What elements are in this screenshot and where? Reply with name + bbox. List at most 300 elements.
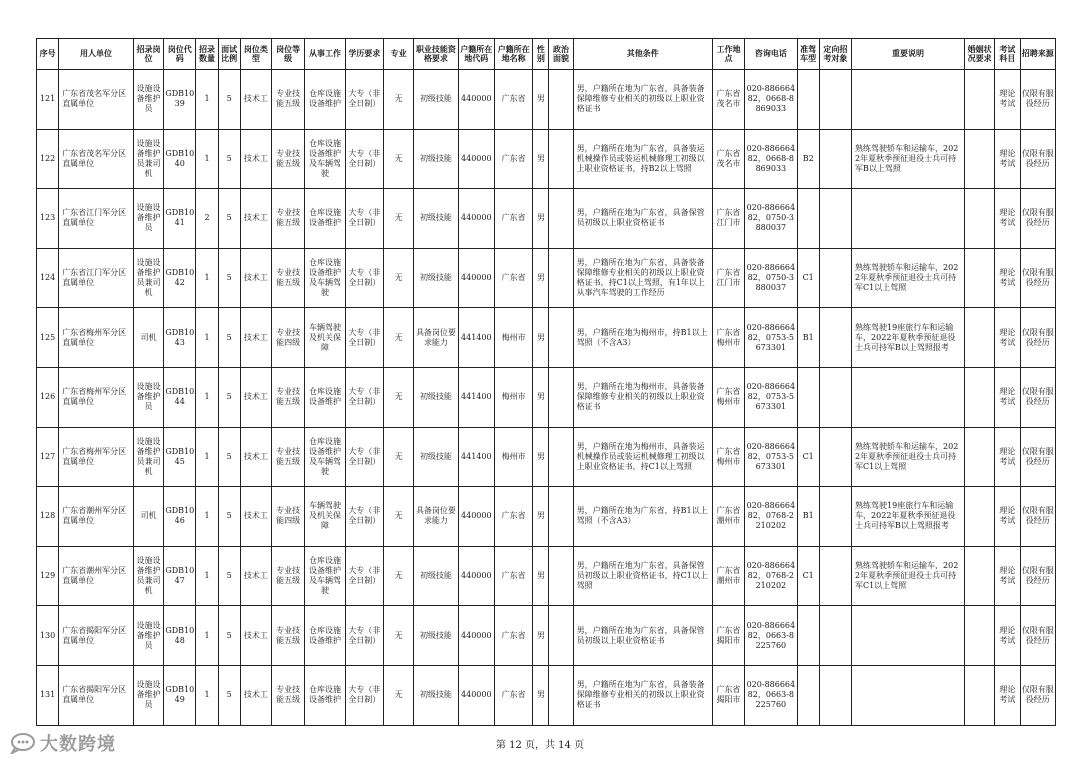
cell-contact-phone: 020-88666482，0768-2210202 [745, 487, 797, 547]
cell-duties: 仓库设施设备维护 [305, 606, 345, 666]
cell-important-notes [852, 70, 965, 130]
cell-license-type [797, 665, 819, 725]
header-household-code: 户籍所在地代码 [458, 39, 494, 70]
cell-work-location: 广东省梅州市 [712, 308, 744, 368]
cell-position-code: GDB1042 [164, 248, 196, 308]
cell-skill-requirement: 初级技能 [414, 367, 458, 427]
cell-household-code: 441400 [458, 367, 494, 427]
cell-license-type: C1 [797, 248, 819, 308]
cell-political-status [549, 189, 573, 249]
cell-political-status [549, 665, 573, 725]
cell-duties: 仓库设施设备维护 [305, 665, 345, 725]
cell-household-code: 440000 [458, 487, 494, 547]
cell-interview-ratio: 5 [218, 665, 240, 725]
cell-household-name: 广东省 [494, 606, 532, 666]
header-work-location: 工作地点 [712, 39, 744, 70]
cell-gender: 男 [533, 367, 549, 427]
cell-license-type: B1 [797, 487, 819, 547]
cell-position-level: 专业技能四级 [272, 308, 305, 368]
cell-position: 司机 [133, 308, 163, 368]
header-license-type: 准驾车型 [797, 39, 819, 70]
cell-quota: 1 [196, 546, 218, 606]
cell-position-code: GDB1040 [164, 129, 196, 189]
cell-education: 大专（非全日制） [345, 129, 383, 189]
cell-household-name: 广东省 [494, 546, 532, 606]
cell-position: 设施设备维护员 [133, 70, 163, 130]
cell-major: 无 [383, 606, 413, 666]
cell-targeted-group [819, 487, 851, 547]
cell-marital-status [965, 129, 995, 189]
cell-household-code: 440000 [458, 546, 494, 606]
cell-gender: 男 [533, 308, 549, 368]
table-row [37, 248, 1056, 308]
cell-quota: 1 [196, 248, 218, 308]
cell-major: 无 [383, 248, 413, 308]
cell-work-location: 广东省揭阳市 [712, 665, 744, 725]
cell-position-type: 技术工 [240, 248, 271, 308]
cell-duties: 仓库设施设备维护 [305, 367, 345, 427]
cell-political-status [549, 308, 573, 368]
cell-position-level: 专业技能五级 [272, 129, 305, 189]
cell-position-code: GDB1048 [164, 606, 196, 666]
page-number-footer: 第 12 页，共 14 页 [495, 740, 585, 751]
cell-employer: 广东省茂名军分区直属单位 [59, 129, 134, 189]
cell-seq: 123 [37, 189, 59, 249]
cell-position-level: 专业技能五级 [272, 546, 305, 606]
cell-exam-subject: 理论考试 [995, 189, 1020, 249]
cell-contact-phone: 020-88666482，0753-5673301 [745, 427, 797, 487]
cell-contact-phone: 020-88666482，0663-8225760 [745, 665, 797, 725]
table-row [37, 546, 1056, 606]
cell-skill-requirement: 初级技能 [414, 129, 458, 189]
cell-recruit-source: 仅限有服役经历 [1020, 427, 1055, 487]
cell-important-notes [852, 606, 965, 666]
cell-household-code: 440000 [458, 248, 494, 308]
cell-recruit-source: 仅限有服役经历 [1020, 367, 1055, 427]
cell-seq: 121 [37, 70, 59, 130]
table-row [37, 308, 1056, 368]
cell-contact-phone: 020-88666482，0753-5673301 [745, 367, 797, 427]
cell-duties: 仓库设施设备维护及车辆驾驶 [305, 546, 345, 606]
cell-interview-ratio: 5 [218, 189, 240, 249]
cell-education: 大专（非全日制） [345, 367, 383, 427]
cell-gender: 男 [533, 546, 549, 606]
cell-household-code: 440000 [458, 606, 494, 666]
cell-position: 设施设备维护员兼司机 [133, 427, 163, 487]
cell-interview-ratio: 5 [218, 129, 240, 189]
header-gender: 性别 [533, 39, 549, 70]
cell-duties: 车辆驾驶及机关保障 [305, 487, 345, 547]
cell-contact-phone: 020-88666482，0753-5673301 [745, 308, 797, 368]
cell-education: 大专（非全日制） [345, 606, 383, 666]
cell-gender: 男 [533, 427, 549, 487]
cell-targeted-group [819, 427, 851, 487]
table-row [37, 487, 1056, 547]
header-position-code: 岗位代码 [164, 39, 196, 70]
cell-skill-requirement: 具备岗位要求能力 [414, 487, 458, 547]
cell-duties: 仓库设施设备维护 [305, 70, 345, 130]
table-row [37, 367, 1056, 427]
cell-gender: 男 [533, 189, 549, 249]
cell-duties: 仓库设施设备维护及车辆驾驶 [305, 248, 345, 308]
table-row [37, 427, 1056, 487]
cell-position-type: 技术工 [240, 308, 271, 368]
cell-position: 设施设备维护员 [133, 606, 163, 666]
cell-quota: 2 [196, 189, 218, 249]
cell-education: 大专（非全日制） [345, 546, 383, 606]
cell-recruit-source: 仅限有服役经历 [1020, 70, 1055, 130]
cell-gender: 男 [533, 606, 549, 666]
cell-license-type [797, 189, 819, 249]
cell-employer: 广东省茂名军分区直属单位 [59, 70, 134, 130]
cell-quota: 1 [196, 367, 218, 427]
header-employer: 用人单位 [59, 39, 134, 70]
cell-interview-ratio: 5 [218, 606, 240, 666]
cell-marital-status [965, 308, 995, 368]
header-position-level: 岗位等级 [272, 39, 305, 70]
cell-targeted-group [819, 248, 851, 308]
table-header-row [37, 39, 1056, 70]
cell-position-level: 专业技能五级 [272, 665, 305, 725]
cell-position-level: 专业技能五级 [272, 70, 305, 130]
cell-employer: 广东省梅州军分区直属单位 [59, 308, 134, 368]
cell-targeted-group [819, 665, 851, 725]
cell-employer: 广东省揭阳军分区直属单位 [59, 665, 134, 725]
cell-household-code: 440000 [458, 189, 494, 249]
cell-position-level: 专业技能四级 [272, 487, 305, 547]
cell-position-code: GDB1039 [164, 70, 196, 130]
cell-license-type: C1 [797, 427, 819, 487]
cell-household-code: 440000 [458, 70, 494, 130]
cell-major: 无 [383, 189, 413, 249]
header-interview-ratio: 面试比例 [218, 39, 240, 70]
cell-seq: 129 [37, 546, 59, 606]
cell-marital-status [965, 606, 995, 666]
header-education: 学历要求 [345, 39, 383, 70]
table-row [37, 606, 1056, 666]
header-major: 专业 [383, 39, 413, 70]
cell-gender: 男 [533, 129, 549, 189]
cell-household-name: 广东省 [494, 248, 532, 308]
cell-skill-requirement: 初级技能 [414, 427, 458, 487]
cell-position-code: GDB1049 [164, 665, 196, 725]
cell-major: 无 [383, 427, 413, 487]
cell-interview-ratio: 5 [218, 367, 240, 427]
cell-seq: 122 [37, 129, 59, 189]
header-quota: 招录数量 [196, 39, 218, 70]
cell-position-code: GDB1044 [164, 367, 196, 427]
cell-education: 大专（非全日制） [345, 70, 383, 130]
cell-license-type [797, 70, 819, 130]
cell-exam-subject: 理论考试 [995, 308, 1020, 368]
cell-contact-phone: 020-88666482，0663-8225760 [745, 606, 797, 666]
cell-other-conditions: 男，户籍所在地为梅州市，具备装运机械操作员或装运机械修理工初级以上职业资格证书，持C1以上驾照 [573, 427, 712, 487]
cell-position-type: 技术工 [240, 129, 271, 189]
header-skill-requirement: 职业技能资格要求 [414, 39, 458, 70]
cell-contact-phone: 020-88666482，0750-3880037 [745, 189, 797, 249]
cell-political-status [549, 367, 573, 427]
header-other-conditions: 其他条件 [573, 39, 712, 70]
cell-contact-phone: 020-88666482，0768-2210202 [745, 546, 797, 606]
cell-skill-requirement: 初级技能 [414, 606, 458, 666]
table-row [37, 70, 1056, 130]
cell-work-location: 广东省梅州市 [712, 367, 744, 427]
cell-marital-status [965, 487, 995, 547]
cell-position-type: 技术工 [240, 427, 271, 487]
cell-interview-ratio: 5 [218, 308, 240, 368]
cell-seq: 131 [37, 665, 59, 725]
cell-important-notes: 熟练驾驶19座旅行车和运输车，2022年夏秋季预征退役士兵可持军B以上驾照报考 [852, 487, 965, 547]
cell-skill-requirement: 具备岗位要求能力 [414, 308, 458, 368]
cell-skill-requirement: 初级技能 [414, 189, 458, 249]
cell-major: 无 [383, 367, 413, 427]
recruitment-table [36, 38, 1056, 726]
cell-education: 大专（非全日制） [345, 427, 383, 487]
cell-recruit-source: 仅限有服役经历 [1020, 308, 1055, 368]
cell-position: 设施设备维护员 [133, 367, 163, 427]
header-marital-status: 婚姻状况要求 [965, 39, 995, 70]
cell-household-name: 广东省 [494, 487, 532, 547]
cell-political-status [549, 606, 573, 666]
cell-marital-status [965, 70, 995, 130]
cell-duties: 仓库设施设备维护及车辆驾驶 [305, 129, 345, 189]
cell-exam-subject: 理论考试 [995, 606, 1020, 666]
cell-skill-requirement: 初级技能 [414, 665, 458, 725]
cell-important-notes: 熟练驾驶轿车和运输车，2022年夏秋季预征退役士兵可持军C1以上驾照 [852, 427, 965, 487]
cell-marital-status [965, 546, 995, 606]
cell-recruit-source: 仅限有服役经历 [1020, 189, 1055, 249]
cell-gender: 男 [533, 487, 549, 547]
cell-interview-ratio: 5 [218, 248, 240, 308]
cell-exam-subject: 理论考试 [995, 367, 1020, 427]
cell-household-name: 广东省 [494, 70, 532, 130]
cell-employer: 广东省揭阳军分区直属单位 [59, 606, 134, 666]
cell-position: 设施设备维护员兼司机 [133, 129, 163, 189]
cell-position-type: 技术工 [240, 546, 271, 606]
cell-other-conditions: 男，户籍所在地为梅州市，持B1以上驾照（不含A3） [573, 308, 712, 368]
cell-work-location: 广东省潮州市 [712, 546, 744, 606]
cell-targeted-group [819, 129, 851, 189]
cell-position-level: 专业技能五级 [272, 189, 305, 249]
cell-political-status [549, 427, 573, 487]
cell-position-level: 专业技能五级 [272, 606, 305, 666]
cell-quota: 1 [196, 308, 218, 368]
cell-seq: 127 [37, 427, 59, 487]
cell-position-type: 技术工 [240, 70, 271, 130]
cell-position: 设施设备维护员 [133, 665, 163, 725]
cell-important-notes: 熟练驾驶轿车和运输车，2022年夏秋季预征退役士兵可持军C1以上驾照 [852, 546, 965, 606]
cell-duties: 仓库设施设备维护及车辆驾驶 [305, 427, 345, 487]
cell-education: 大专（非全日制） [345, 665, 383, 725]
cell-marital-status [965, 189, 995, 249]
cell-quota: 1 [196, 70, 218, 130]
cell-work-location: 广东省茂名市 [712, 70, 744, 130]
cell-gender: 男 [533, 70, 549, 130]
cell-recruit-source: 仅限有服役经历 [1020, 129, 1055, 189]
cell-major: 无 [383, 129, 413, 189]
header-recruit-source: 招聘来源 [1020, 39, 1055, 70]
cell-political-status [549, 70, 573, 130]
header-political-status: 政治面貌 [549, 39, 573, 70]
cell-seq: 125 [37, 308, 59, 368]
table-row [37, 189, 1056, 249]
cell-position-type: 技术工 [240, 487, 271, 547]
cell-education: 大专（非全日制） [345, 248, 383, 308]
cell-exam-subject: 理论考试 [995, 248, 1020, 308]
cell-targeted-group [819, 546, 851, 606]
cell-major: 无 [383, 665, 413, 725]
cell-other-conditions: 男，户籍所在地为广东省，具备装备保障维修专业相关的初级以上职业资格证书 [573, 70, 712, 130]
header-targeted-group: 定向招考对象 [819, 39, 851, 70]
cell-political-status [549, 129, 573, 189]
recruitment-table-sheet [36, 38, 1056, 724]
cell-marital-status [965, 367, 995, 427]
cell-political-status [549, 487, 573, 547]
cell-major: 无 [383, 487, 413, 547]
table-row [37, 665, 1056, 725]
cell-quota: 1 [196, 487, 218, 547]
cell-other-conditions: 男，户籍所在地为梅州市，具备装备保障维修专业相关的初级以上职业资格证书 [573, 367, 712, 427]
cell-recruit-source: 仅限有服役经历 [1020, 546, 1055, 606]
cell-household-name: 梅州市 [494, 367, 532, 427]
cell-work-location: 广东省江门市 [712, 248, 744, 308]
cell-work-location: 广东省江门市 [712, 189, 744, 249]
header-important-notes: 重要说明 [852, 39, 965, 70]
cell-household-name: 广东省 [494, 129, 532, 189]
cell-household-name: 广东省 [494, 665, 532, 725]
cell-important-notes [852, 665, 965, 725]
cell-targeted-group [819, 606, 851, 666]
cell-work-location: 广东省茂名市 [712, 129, 744, 189]
cell-work-location: 广东省揭阳市 [712, 606, 744, 666]
cell-targeted-group [819, 367, 851, 427]
cell-interview-ratio: 5 [218, 487, 240, 547]
cell-major: 无 [383, 308, 413, 368]
cell-education: 大专（非全日制） [345, 487, 383, 547]
cell-education: 大专（非全日制） [345, 189, 383, 249]
cell-recruit-source: 仅限有服役经历 [1020, 665, 1055, 725]
cell-exam-subject: 理论考试 [995, 487, 1020, 547]
cell-interview-ratio: 5 [218, 427, 240, 487]
cell-employer: 广东省潮州军分区直属单位 [59, 487, 134, 547]
cell-position-level: 专业技能五级 [272, 367, 305, 427]
header-duties: 从事工作 [305, 39, 345, 70]
cell-seq: 126 [37, 367, 59, 427]
cell-skill-requirement: 初级技能 [414, 248, 458, 308]
cell-license-type [797, 606, 819, 666]
cell-marital-status [965, 665, 995, 725]
cell-exam-subject: 理论考试 [995, 546, 1020, 606]
cell-household-code: 441400 [458, 308, 494, 368]
cell-other-conditions: 男，户籍所在地为广东省，具备装运机械操作员或装运机械修理工初级以上职业资格证书，持B2以上驾照 [573, 129, 712, 189]
cell-important-notes: 熟练驾驶轿车和运输车，2022年夏秋季预征退役士兵可持军C1以上驾照 [852, 248, 965, 308]
cell-license-type [797, 367, 819, 427]
cell-license-type: C1 [797, 546, 819, 606]
cell-seq: 128 [37, 487, 59, 547]
cell-other-conditions: 男，户籍所在地为广东省，具备保管员初级以上职业资格证书 [573, 189, 712, 249]
cell-employer: 广东省潮州军分区直属单位 [59, 546, 134, 606]
cell-employer: 广东省梅州军分区直属单位 [59, 427, 134, 487]
cell-position-type: 技术工 [240, 665, 271, 725]
cell-position: 设施设备维护员 [133, 189, 163, 249]
cell-exam-subject: 理论考试 [995, 665, 1020, 725]
cell-interview-ratio: 5 [218, 546, 240, 606]
cell-position-type: 技术工 [240, 189, 271, 249]
cell-seq: 124 [37, 248, 59, 308]
cell-household-name: 梅州市 [494, 427, 532, 487]
cell-other-conditions: 男，户籍所在地为广东省，具备装备保障维修专业相关的初级以上职业资格证书，持C1以上驾照，有1年以上从事汽车驾驶的工作经历 [573, 248, 712, 308]
cell-duties: 仓库设施设备维护 [305, 189, 345, 249]
cell-skill-requirement: 初级技能 [414, 70, 458, 130]
cell-recruit-source: 仅限有服役经历 [1020, 248, 1055, 308]
cell-exam-subject: 理论考试 [995, 129, 1020, 189]
cell-position: 司机 [133, 487, 163, 547]
cell-household-name: 广东省 [494, 189, 532, 249]
cell-employer: 广东省梅州军分区直属单位 [59, 367, 134, 427]
cell-duties: 车辆驾驶及机关保障 [305, 308, 345, 368]
cell-marital-status [965, 248, 995, 308]
cell-skill-requirement: 初级技能 [414, 546, 458, 606]
cell-position-code: GDB1041 [164, 189, 196, 249]
cell-household-code: 440000 [458, 129, 494, 189]
cell-position-code: GDB1046 [164, 487, 196, 547]
cell-license-type: B1 [797, 308, 819, 368]
cell-recruit-source: 仅限有服役经历 [1020, 487, 1055, 547]
header-position: 招录岗位 [133, 39, 163, 70]
cell-exam-subject: 理论考试 [995, 70, 1020, 130]
cell-other-conditions: 男，户籍所在地为广东省，具备保管员初级以上职业资格证书 [573, 606, 712, 666]
cell-position-code: GDB1047 [164, 546, 196, 606]
cell-work-location: 广东省潮州市 [712, 487, 744, 547]
cell-gender: 男 [533, 665, 549, 725]
cell-work-location: 广东省梅州市 [712, 427, 744, 487]
cell-important-notes [852, 189, 965, 249]
cell-employer: 广东省江门军分区直属单位 [59, 189, 134, 249]
cell-quota: 1 [196, 129, 218, 189]
cell-position-level: 专业技能五级 [272, 427, 305, 487]
cell-household-code: 440000 [458, 665, 494, 725]
cell-contact-phone: 020-88666482，0668-8869033 [745, 70, 797, 130]
cell-quota: 1 [196, 665, 218, 725]
cell-political-status [549, 248, 573, 308]
cell-targeted-group [819, 70, 851, 130]
cell-position-type: 技术工 [240, 606, 271, 666]
header-exam-subject: 考试科目 [995, 39, 1020, 70]
cell-recruit-source: 仅限有服役经历 [1020, 606, 1055, 666]
cell-contact-phone: 020-88666482，0750-3880037 [745, 248, 797, 308]
cell-targeted-group [819, 308, 851, 368]
cell-marital-status [965, 427, 995, 487]
cell-major: 无 [383, 546, 413, 606]
cell-important-notes [852, 367, 965, 427]
cell-gender: 男 [533, 248, 549, 308]
cell-exam-subject: 理论考试 [995, 427, 1020, 487]
cell-employer: 广东省江门军分区直属单位 [59, 248, 134, 308]
header-seq: 序号 [37, 39, 59, 70]
cell-contact-phone: 020-88666482，0668-8869033 [745, 129, 797, 189]
cell-seq: 130 [37, 606, 59, 666]
cell-other-conditions: 男，户籍所在地为广东省，持B1以上驾照（不含A3） [573, 487, 712, 547]
cell-other-conditions: 男，户籍所在地为广东省，具备装备保障维修专业相关的初级以上职业资格证书 [573, 665, 712, 725]
cell-position: 设施设备维护员兼司机 [133, 546, 163, 606]
table-row [37, 129, 1056, 189]
cell-household-name: 梅州市 [494, 308, 532, 368]
cell-major: 无 [383, 70, 413, 130]
cell-important-notes: 熟练驾驶轿车和运输车，2022年夏秋季预征退役士兵可持军B以上驾照 [852, 129, 965, 189]
cell-position-level: 专业技能五级 [272, 248, 305, 308]
cell-position-code: GDB1043 [164, 308, 196, 368]
cell-position: 设施设备维护员兼司机 [133, 248, 163, 308]
